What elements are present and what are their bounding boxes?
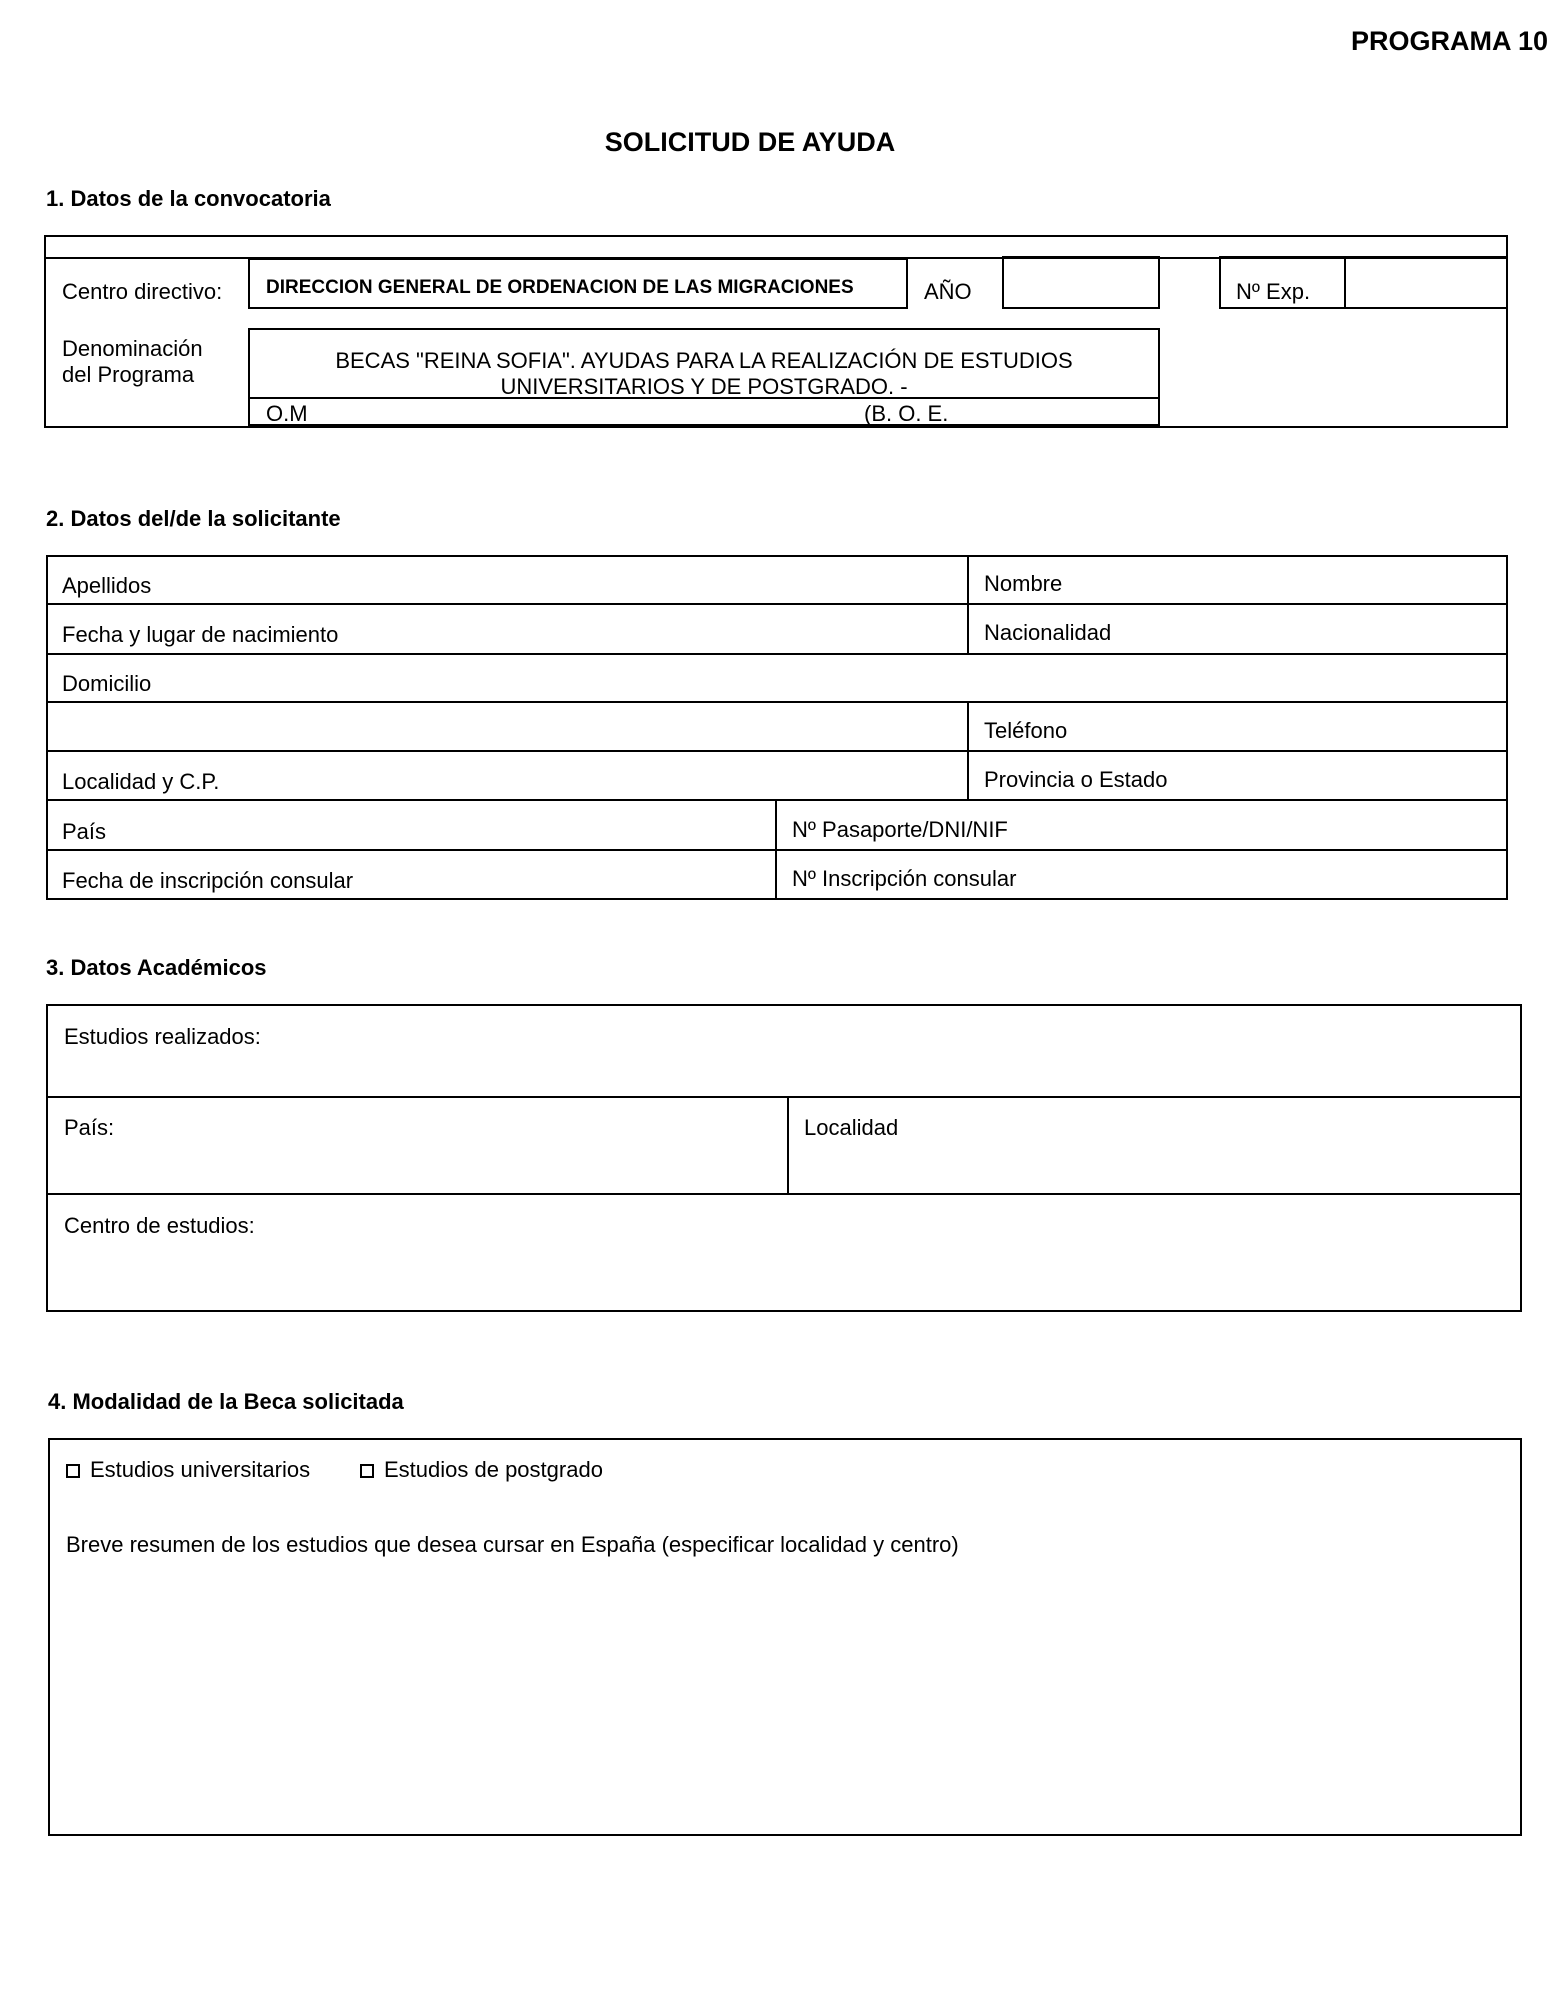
domicilio-field[interactable]: Domicilio [62, 671, 152, 696]
nombre-field[interactable]: Nombre [984, 571, 1063, 596]
checkbox-universitarios[interactable] [66, 1464, 80, 1478]
section2-heading: 2. Datos del/de la solicitante [46, 506, 341, 531]
pais-estudios-field[interactable]: País: [64, 1115, 115, 1140]
option-postgrado-label: Estudios de postgrado [384, 1457, 603, 1482]
option-universitarios-label: Estudios universitarios [90, 1457, 311, 1482]
num-exp-label: Nº Exp. [1236, 279, 1311, 304]
option-estudios-universitarios[interactable] [66, 1457, 310, 1483]
fecha-lugar-nacimiento-field[interactable]: Fecha y lugar de nacimiento [62, 622, 339, 647]
section1-heading: 1. Datos de la convocatoria [46, 186, 331, 211]
localidad-estudios-field[interactable]: Localidad [804, 1115, 899, 1140]
localidad-cp-field[interactable]: Localidad y C.P. [62, 769, 220, 794]
pasaporte-dni-nif-field[interactable]: Nº Pasaporte/DNI/NIF [792, 817, 1008, 842]
denominacion-label-2: del Programa [62, 362, 195, 387]
resumen-estudios-label: Breve resumen de los estudios que desea cursar en España (especificar localidad y centro) [66, 1532, 959, 1557]
telefono-field[interactable]: Teléfono [984, 718, 1068, 743]
om-label: O.M [266, 401, 308, 426]
anio-label: AÑO [924, 279, 972, 304]
section4-box [48, 1438, 1522, 1836]
num-inscripcion-consular-field[interactable]: Nº Inscripción consular [792, 866, 1017, 891]
programa-line-2: UNIVERSITARIOS Y DE POSTGRADO. - [500, 374, 908, 399]
centro-directivo-label: Centro directivo: [62, 279, 223, 304]
pais-field[interactable]: País [62, 819, 107, 844]
row-divider [46, 603, 1508, 605]
section3-box [46, 1004, 1522, 1312]
row-divider [46, 750, 1508, 752]
programa-line-1: BECAS "REINA SOFIA". AYUDAS PARA LA REALIZACIÓN DE ESTUDIOS [335, 348, 1073, 373]
col-divider [775, 799, 777, 900]
centro-directivo-value: DIRECCION GENERAL DE ORDENACION DE LAS MIGRACIONES [266, 277, 854, 298]
centro-estudios-field[interactable]: Centro de estudios: [64, 1213, 255, 1238]
section4-heading: 4. Modalidad de la Beca solicitada [48, 1389, 404, 1414]
num-exp-field[interactable] [1344, 256, 1508, 309]
checkbox-postgrado[interactable] [360, 1464, 374, 1478]
form-title: SOLICITUD DE AYUDA [604, 127, 896, 157]
row-divider [46, 1096, 1522, 1098]
option-estudios-postgrado[interactable] [360, 1457, 603, 1483]
row-divider [46, 701, 1508, 703]
col-divider [967, 555, 969, 654]
section3-heading: 3. Datos Académicos [46, 955, 267, 980]
program-label: PROGRAMA 10 [1350, 26, 1548, 56]
provincia-estado-field[interactable]: Provincia o Estado [984, 767, 1168, 792]
col-divider [967, 701, 969, 800]
nacionalidad-field[interactable]: Nacionalidad [984, 620, 1112, 645]
row-divider [46, 1193, 1522, 1195]
row-divider [46, 653, 1508, 655]
anio-field[interactable] [1002, 256, 1160, 309]
denominacion-label-1: Denominación [62, 336, 203, 361]
programa-divider [248, 397, 1160, 399]
row-divider [46, 849, 1508, 851]
row-divider [46, 799, 1508, 801]
boe-label: (B. O. E. [864, 401, 949, 426]
estudios-realizados-field[interactable]: Estudios realizados: [64, 1024, 261, 1049]
apellidos-field[interactable]: Apellidos [62, 573, 152, 598]
fecha-inscripcion-consular-field[interactable]: Fecha de inscripción consular [62, 868, 354, 893]
col-divider [787, 1096, 789, 1194]
